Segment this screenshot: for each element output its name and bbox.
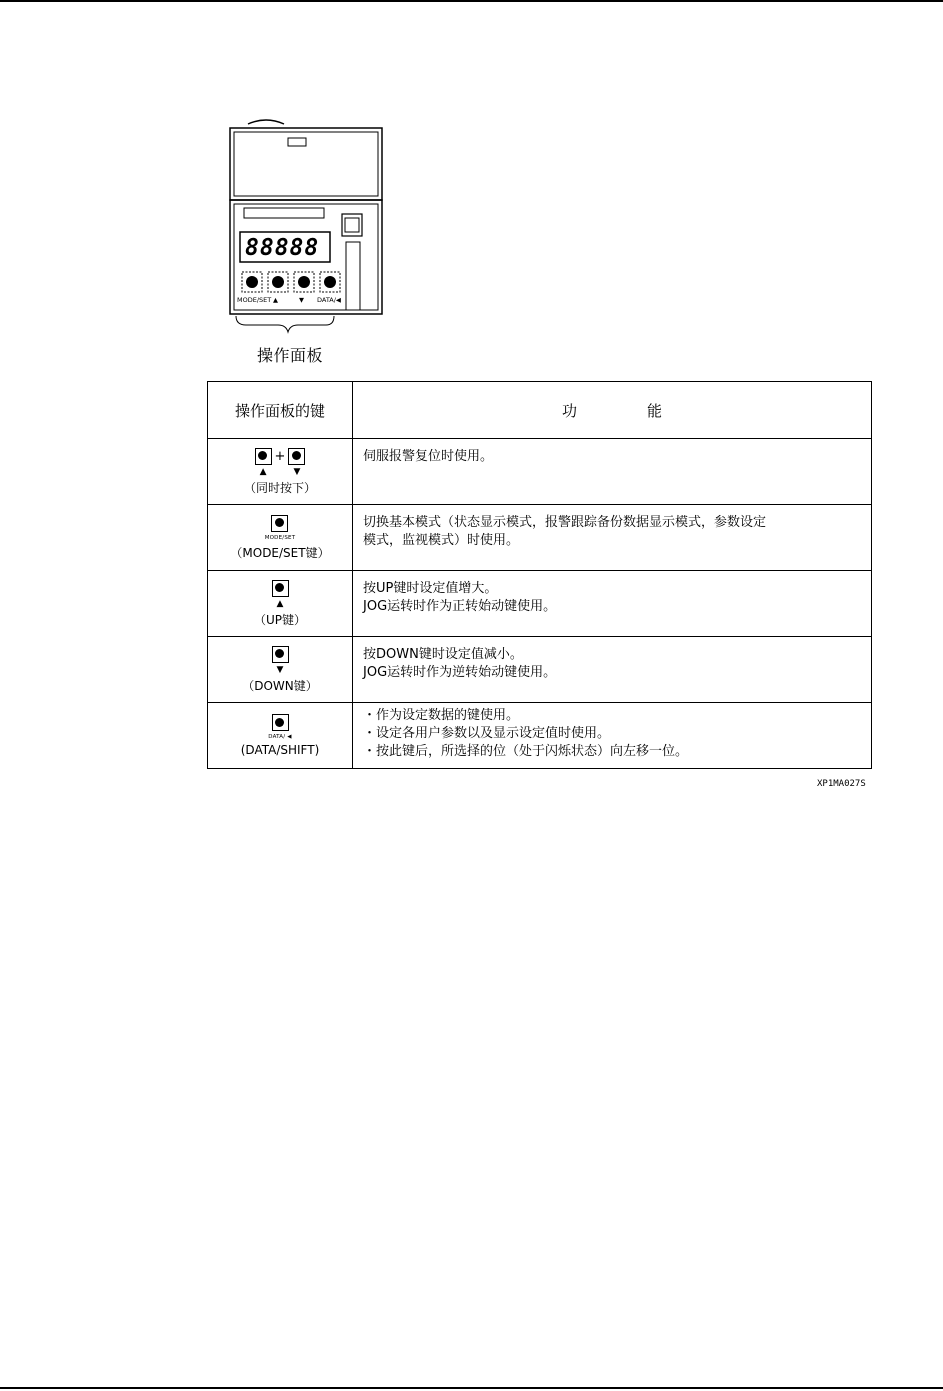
- function-cell: [353, 571, 872, 637]
- up-arrow-icon: ▲: [276, 598, 284, 609]
- function-line: 伺服报警复位时使用。: [363, 449, 494, 464]
- header-key: 操作面板的键: [208, 382, 353, 439]
- document-code: XP1MA027S: [817, 779, 866, 789]
- table-row: [208, 571, 872, 637]
- btn-label-mode-set: MODE/SET: [237, 296, 272, 304]
- key-button-icon: [272, 646, 289, 663]
- mode-set-label: MODE/SET: [264, 534, 296, 541]
- top-rule: [0, 0, 943, 2]
- key-function-table: [207, 381, 872, 769]
- key-cell-data-shift: [208, 703, 353, 769]
- panel-caption: 操作面板: [257, 346, 324, 365]
- btn-label-down: ▼: [299, 296, 304, 304]
- table-row: [208, 637, 872, 703]
- key-button-icon: [272, 714, 289, 731]
- operation-panel-illustration: [226, 118, 386, 338]
- btn-label-up: ▲: [273, 296, 278, 304]
- display-digits: 88888: [245, 235, 320, 261]
- function-line: 按UP键时设定值增大。: [363, 581, 498, 596]
- function-cell: [353, 703, 872, 769]
- down-arrow-icon: ▼: [276, 664, 284, 675]
- function-line: ・设定各用户参数以及显示设定值时使用。: [363, 726, 611, 741]
- function-line: ・作为设定数据的键使用。: [363, 708, 520, 723]
- key-cell-mode-set: [208, 505, 353, 571]
- key-cell-down: [208, 637, 353, 703]
- function-line: 按DOWN键时设定值减小。: [363, 647, 523, 662]
- panel-buttons: [242, 272, 340, 292]
- btn-label-data: DATA/◀: [317, 296, 341, 304]
- header-function-char-1: 功: [561, 401, 577, 420]
- key-button-icon: [288, 448, 305, 465]
- key-name: （UP键）: [253, 612, 307, 627]
- function-line: JOG运转时作为正转始动键使用。: [363, 599, 557, 614]
- function-line: ・按此键后，所选择的位（处于闪烁状态）向左移一位。: [363, 744, 689, 759]
- key-button-icon: [255, 448, 272, 465]
- key-name: （MODE/SET键）: [230, 545, 330, 560]
- plus-sign: +: [274, 448, 286, 464]
- key-button-icon: [272, 580, 289, 597]
- table-header-row: [208, 382, 872, 439]
- function-cell: [353, 439, 872, 505]
- key-button-icon: [271, 515, 288, 532]
- data-shift-label: DATA/ ◀: [268, 734, 292, 740]
- function-cell: [353, 505, 872, 571]
- header-function: [353, 382, 872, 439]
- function-line: JOG运转时作为逆转始动键使用。: [363, 665, 557, 680]
- up-arrow-icon: ▲: [259, 466, 267, 477]
- function-cell: [353, 637, 872, 703]
- function-line: 模式，监视模式）时使用。: [363, 533, 520, 548]
- table-row: [208, 505, 872, 571]
- key-name: （DOWN键）: [242, 678, 318, 693]
- key-name: （同时按下）: [243, 480, 316, 495]
- function-line: 切换基本模式（状态显示模式，报警跟踪备份数据显示模式，参数设定: [363, 515, 767, 530]
- key-cell-up: [208, 571, 353, 637]
- table-row: [208, 703, 872, 769]
- key-name: (DATA/SHIFT): [240, 743, 320, 757]
- bottom-rule: [0, 1387, 943, 1389]
- down-arrow-icon: ▼: [293, 466, 301, 477]
- table-row: [208, 439, 872, 505]
- key-cell-combo: [208, 439, 353, 505]
- header-function-char-2: 能: [647, 401, 663, 420]
